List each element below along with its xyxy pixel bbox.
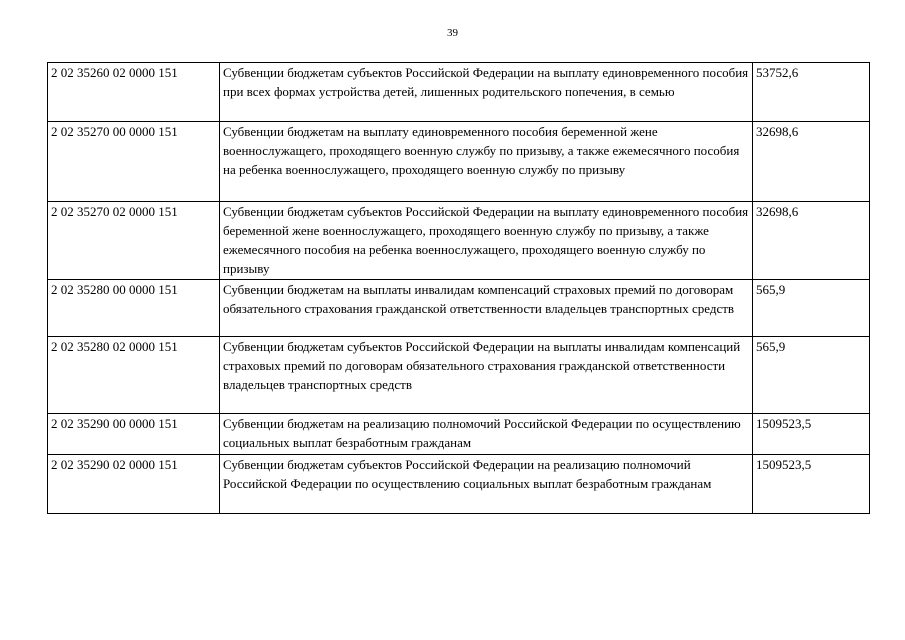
table-row: [48, 63, 870, 122]
description-cell: Субвенции бюджетам субъектов Российской Федерации на реализацию полномочий Российской Федерации по осуществлению социальных выплат безработным гражданам: [220, 455, 753, 514]
amount-cell: 53752,6: [753, 63, 870, 122]
page-number: 39: [447, 27, 458, 39]
budget-code-cell: 2 02 35260 02 0000 151: [48, 63, 220, 122]
table-row: [48, 455, 870, 514]
amount-cell: 32698,6: [753, 122, 870, 202]
budget-table: [47, 62, 870, 514]
table-row: [48, 280, 870, 337]
budget-code-cell: 2 02 35270 00 0000 151: [48, 122, 220, 202]
description-cell: Субвенции бюджетам субъектов Российской Федерации на выплату единовременного пособия при всех формах устройства детей, лишенных родительского попечения, в семью: [220, 63, 753, 122]
description-cell: Субвенции бюджетам на реализацию полномочий Российской Федерации по осуществлению социальных выплат безработным гражданам: [220, 414, 753, 455]
amount-cell: 565,9: [753, 337, 870, 414]
amount-cell: 1509523,5: [753, 414, 870, 455]
amount-cell: 565,9: [753, 280, 870, 337]
budget-code-cell: 2 02 35290 02 0000 151: [48, 455, 220, 514]
table-row: [48, 202, 870, 280]
description-cell: Субвенции бюджетам на выплату единовременного пособия беременной жене военнослужащего, проходящего военную службу по призыву, а также ежемесячного пособия на ребенка военнослужащего, проходящего военную службу по призыву: [220, 122, 753, 202]
budget-code-cell: 2 02 35280 02 0000 151: [48, 337, 220, 414]
budget-code-cell: 2 02 35290 00 0000 151: [48, 414, 220, 455]
description-cell: Субвенции бюджетам субъектов Российской Федерации на выплаты инвалидам компенсаций страховых премий по договорам обязательного страхования гражданской ответственности владельцев транспортных средств: [220, 337, 753, 414]
table-row: [48, 414, 870, 455]
description-cell: Субвенции бюджетам субъектов Российской Федерации на выплату единовременного пособия беременной жене военнослужащего, проходящего военную службу по призыву, а также ежемесячного пособия на ребенка военнослужащего, проходящего военную службу по призыву: [220, 202, 753, 280]
amount-cell: 1509523,5: [753, 455, 870, 514]
table-row: [48, 337, 870, 414]
amount-cell: 32698,6: [753, 202, 870, 280]
budget-code-cell: 2 02 35270 02 0000 151: [48, 202, 220, 280]
table-row: [48, 122, 870, 202]
description-cell: Субвенции бюджетам на выплаты инвалидам компенсаций страховых премий по договорам обязательного страхования гражданской ответственности владельцев транспортных средств: [220, 280, 753, 337]
budget-code-cell: 2 02 35280 00 0000 151: [48, 280, 220, 337]
